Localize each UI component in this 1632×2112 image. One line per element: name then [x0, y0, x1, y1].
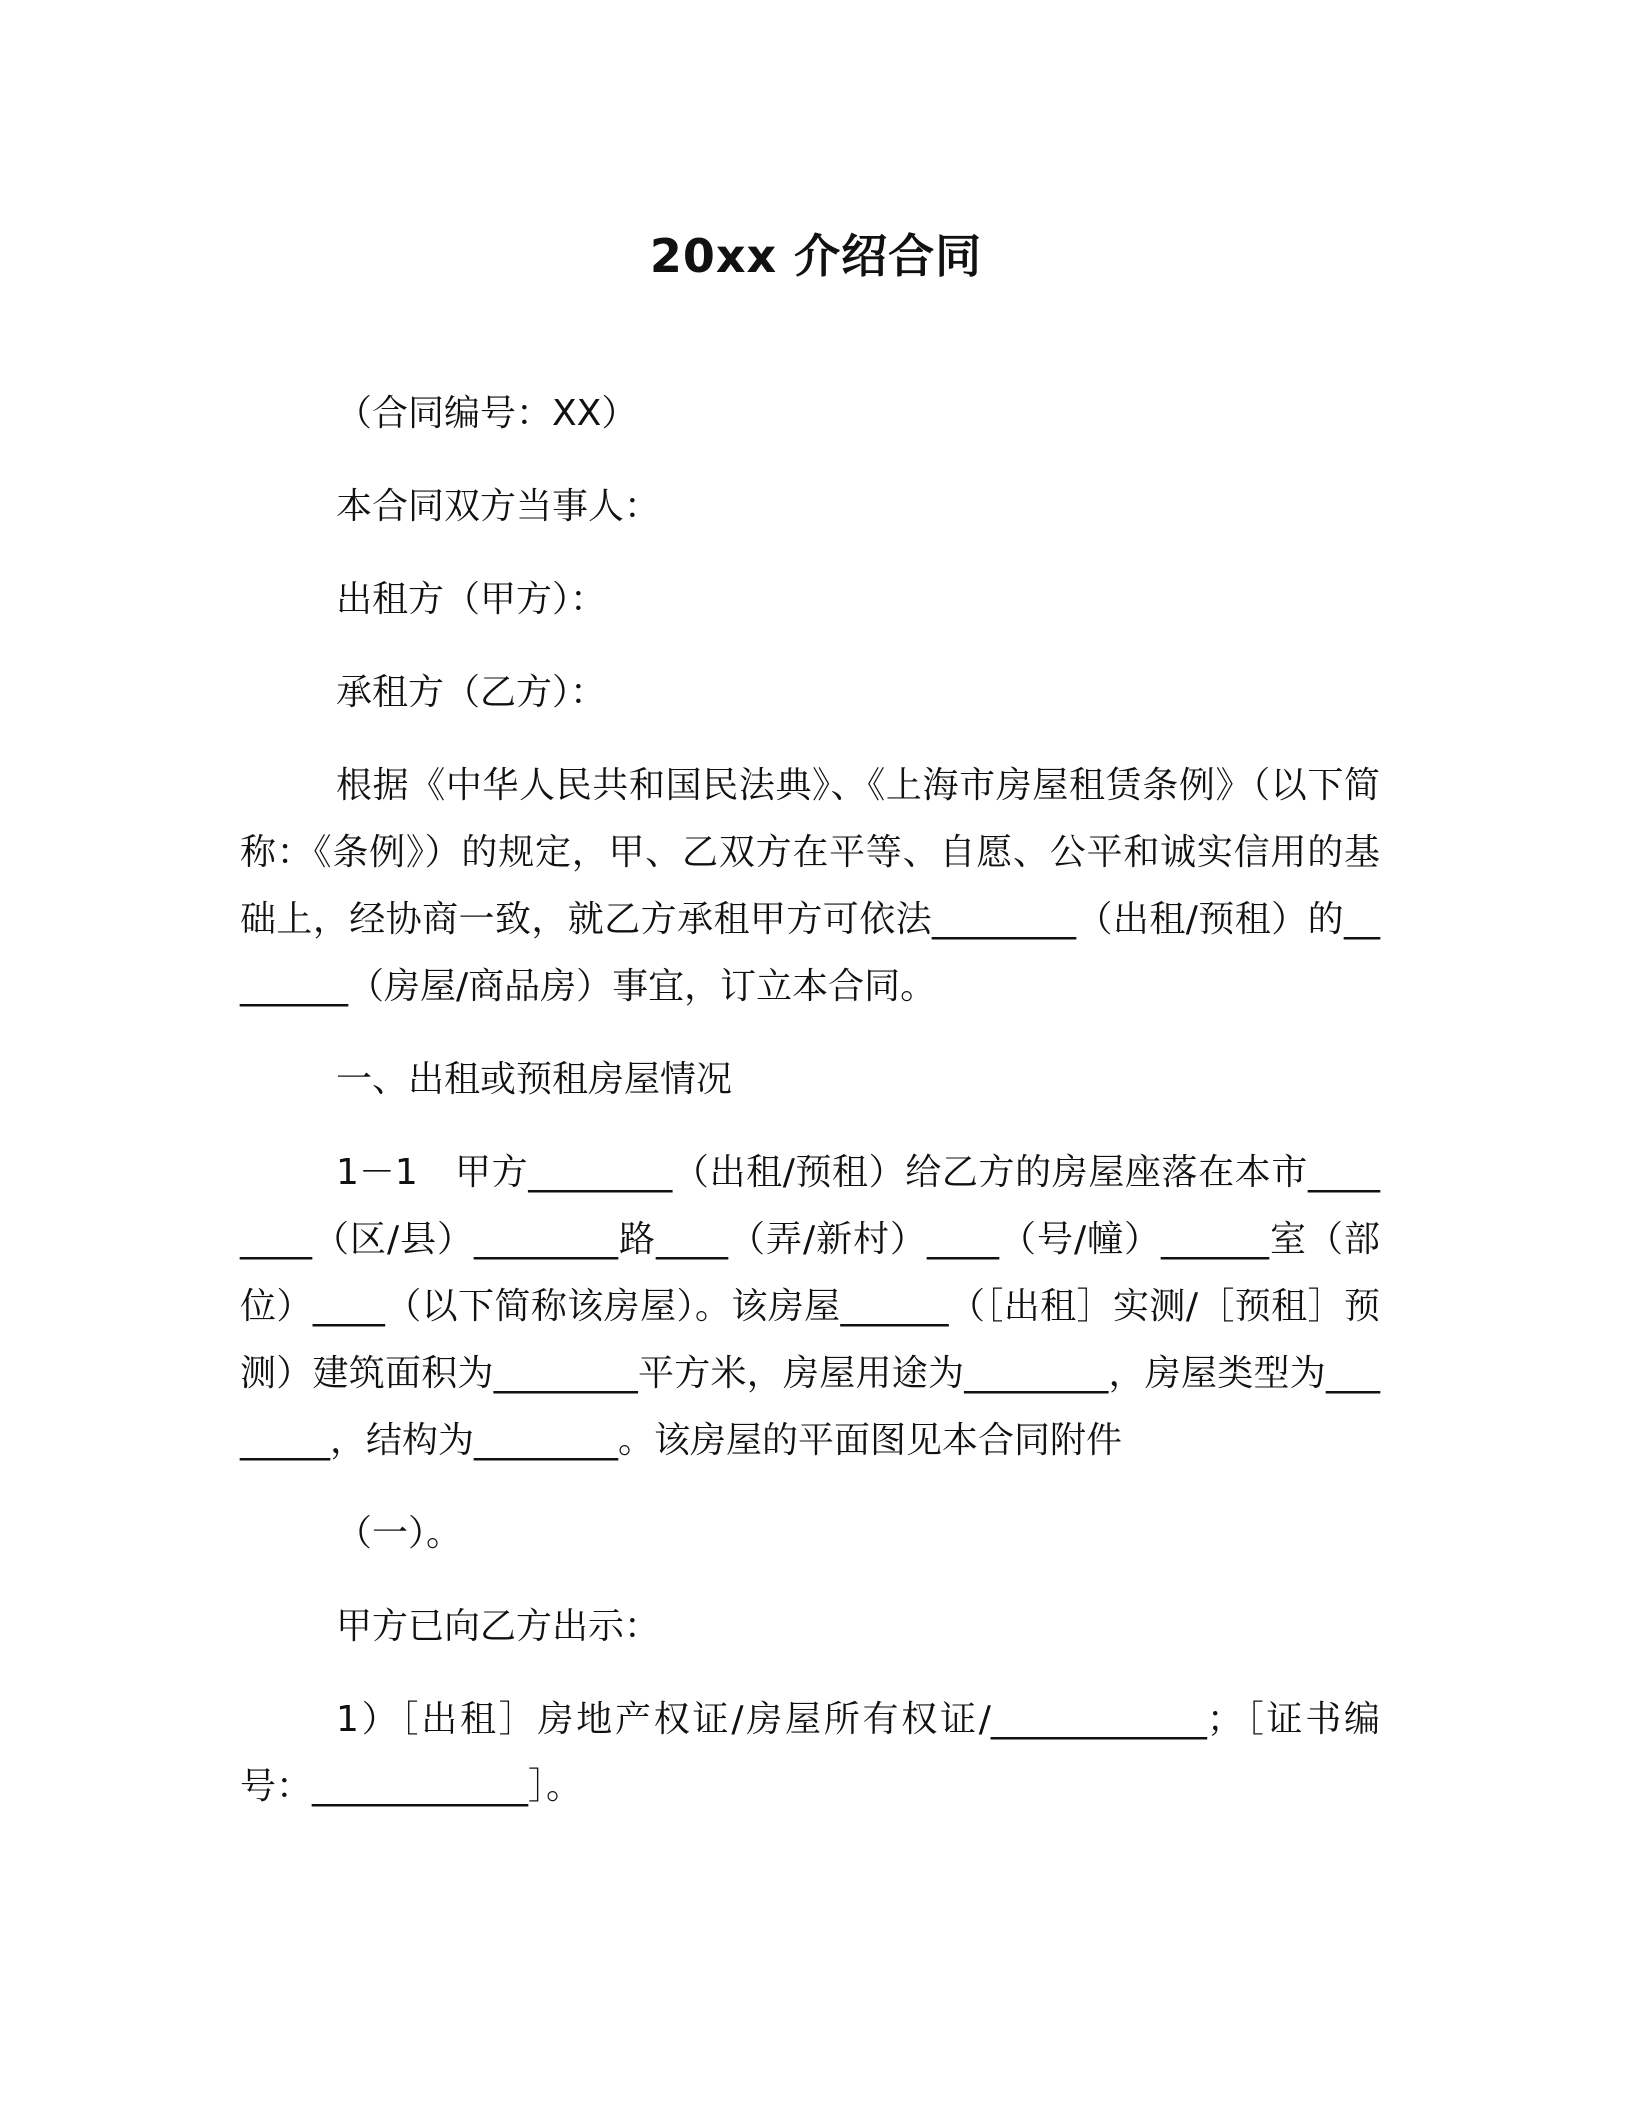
lessor-line: 出租方（甲方）：	[336, 579, 607, 620]
document-title: 20xx 介绍合同	[649, 229, 983, 283]
shown-item-1: 1）［出租］房地产权证/房屋所有权证/____________；［证书编号：____________］。	[240, 1699, 1380, 1807]
document-body	[240, 380, 1380, 1820]
preamble-paragraph: 根据《中华人民共和国民法典》、《上海市房屋租赁条例》（以下简称：《条例》）的规定，甲、乙双方在平等、自愿、公平和诚实信用的基础上，经协商一致，就乙方承租甲方可依法________（出租/预租）的________（房屋/商品房）事宜，订立本合同。	[240, 765, 1380, 1007]
shown-documents-heading: 甲方已向乙方出示：	[336, 1606, 661, 1647]
section-1-heading: 一、出租或预租房屋情况	[336, 1059, 733, 1100]
contract-number: （合同编号：XX）	[336, 393, 638, 434]
parties-heading: 本合同双方当事人：	[336, 486, 661, 527]
annex-reference: （一）。	[336, 1513, 463, 1554]
lessee-line: 承租方（乙方）：	[336, 672, 607, 713]
clause-1-1: 1－1 甲方________（出租/预租）给乙方的房屋座落在本市________（区/县）________路____（弄/新村）____（号/幢）______室（部位）____（以下简称该房屋）。该房屋______（［出租］实测/［预租］预测）建筑面积为________平方米，房屋用途为________，房屋类型为________，结构为________。该房屋的平面图见本合同附件	[240, 1152, 1380, 1461]
